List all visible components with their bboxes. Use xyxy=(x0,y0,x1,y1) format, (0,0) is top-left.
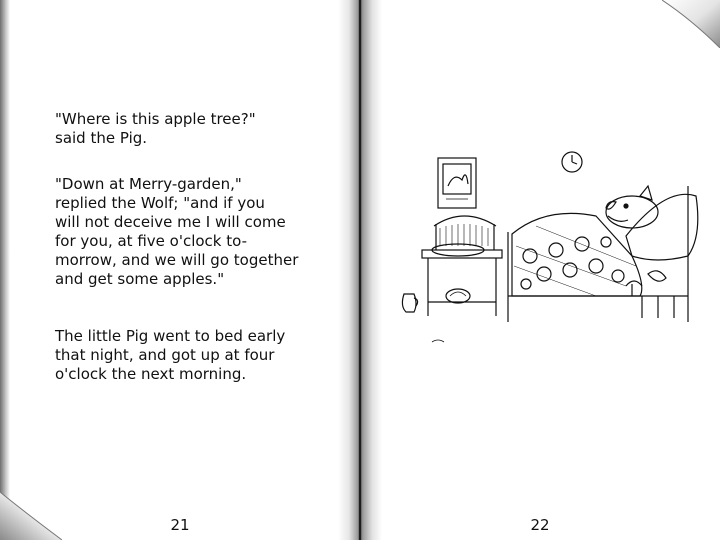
pig-in-bed-illustration xyxy=(396,146,706,352)
framed-picture-icon xyxy=(438,158,476,208)
wall-clock-icon xyxy=(562,152,582,172)
page-curl-bottom-left-icon[interactable] xyxy=(0,492,62,540)
floor-mark xyxy=(432,340,444,342)
slippers-icon xyxy=(626,271,666,296)
paragraph-wolf-reply: "Down at Merry-garden," replied the Wolf; "and if you will not deceive me I will come for you, at five o'clock to- morrow, and we will go together and get some apples." xyxy=(55,175,299,288)
paragraph-apple-tree-question: "Where is this apple tree?" said the Pig. xyxy=(55,110,256,147)
nightstand-icon xyxy=(422,250,502,316)
paragraph-pig-bedtime: The little Pig went to bed early that night, and got up at four o'clock the next morning. xyxy=(55,327,286,383)
bed-icon xyxy=(508,186,688,322)
pig-icon xyxy=(606,186,698,260)
jug-icon xyxy=(402,294,417,312)
left-page-edge-shadow xyxy=(0,0,10,540)
page-curl-top-right-icon[interactable] xyxy=(662,0,720,48)
book-spine-fold xyxy=(359,0,361,540)
page-number-left: 21 xyxy=(170,516,190,534)
page-number-right: 22 xyxy=(530,516,550,534)
